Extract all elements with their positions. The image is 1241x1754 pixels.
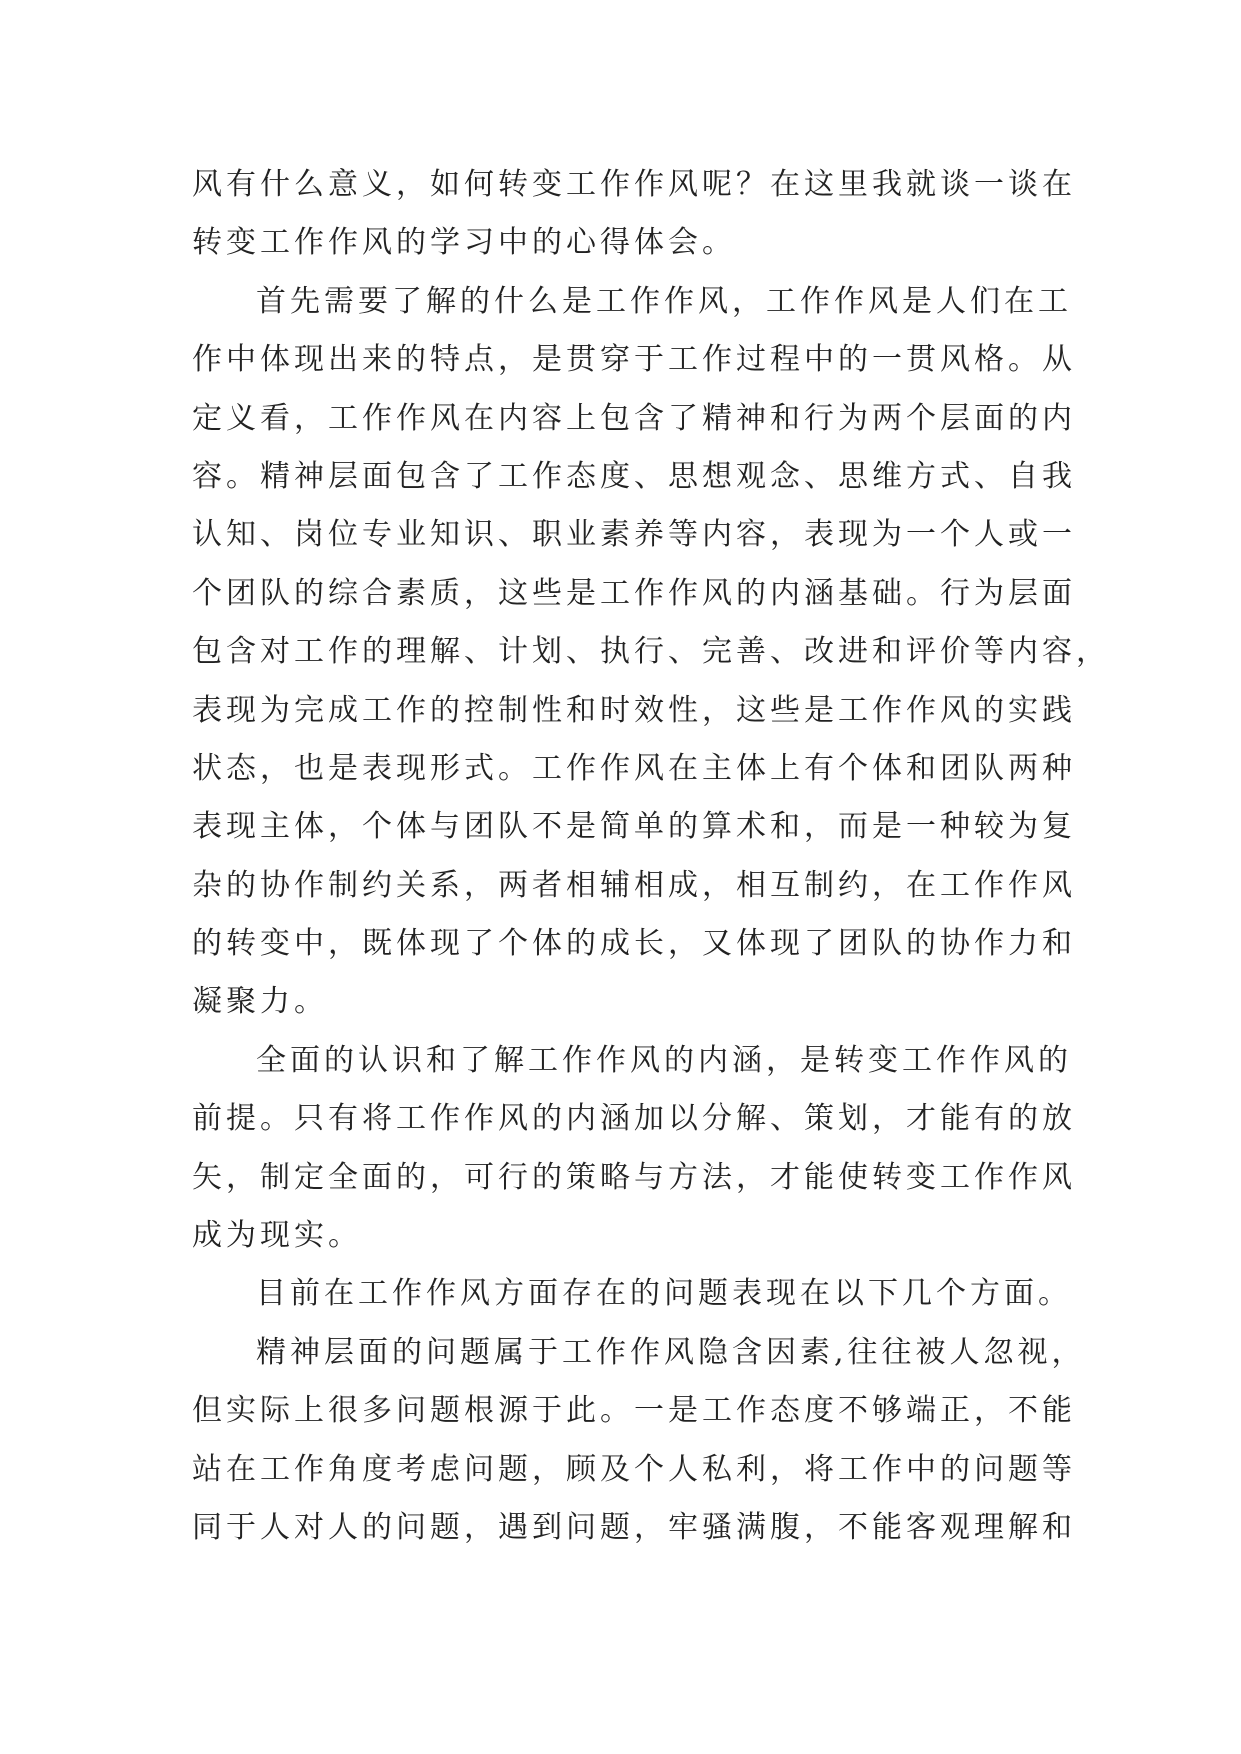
text-line: 的转变中，既体现了个体的成长，又体现了团队的协作力和 (192, 926, 1076, 962)
text-line: 转变工作作风的学习中的心得体会。 (192, 225, 736, 261)
text-line: 表现为完成工作的控制性和时效性，这些是工作作风的实践 (192, 692, 1076, 728)
text-line: 精神层面的问题属于工作作风隐含因素,往往被人忽视， (256, 1334, 1086, 1370)
text-line: 个团队的综合素质，这些是工作作风的内涵基础。行为层面 (192, 575, 1076, 611)
text-line: 同于人对人的问题，遇到问题，牢骚满腹，不能客观理解和 (192, 1509, 1076, 1545)
text-line: 容。精神层面包含了工作态度、思想观念、思维方式、自我 (192, 458, 1076, 494)
body-text (192, 156, 1110, 1557)
text-line: 前提。只有将工作作风的内涵加以分解、策划，才能有的放 (192, 1101, 1076, 1137)
text-line: 定义看，工作作风在内容上包含了精神和行为两个层面的内 (192, 400, 1076, 436)
text-line: 状态，也是表现形式。工作作风在主体上有个体和团队两种 (192, 750, 1076, 786)
text-line: 风有什么意义，如何转变工作作风呢？在这里我就谈一谈在 (192, 167, 1076, 202)
text-line: 矢，制定全面的，可行的策略与方法，才能使转变工作作风 (192, 1159, 1076, 1195)
text-line: 认知、岗位专业知识、职业素养等内容，表现为一个人或一 (192, 517, 1076, 553)
text-line: 但实际上很多问题根源于此。一是工作态度不够端正，不能 (192, 1393, 1076, 1429)
text-line: 全面的认识和了解工作作风的内涵，是转变工作作风的 (256, 1042, 1072, 1078)
text-line: 首先需要了解的什么是工作作风，工作作风是人们在工 (256, 283, 1072, 319)
text-line: 表现主体，个体与团队不是简单的算术和，而是一种较为复 (192, 809, 1076, 845)
text-line: 包含对工作的理解、计划、执行、完善、改进和评价等内容， (192, 634, 1110, 670)
text-line: 成为现实。 (192, 1218, 362, 1254)
text-line: 凝聚力。 (192, 984, 328, 1020)
text-line: 目前在工作作风方面存在的问题表现在以下几个方面。 (256, 1276, 1072, 1312)
text-line: 作中体现出来的特点，是贯穿于工作过程中的一贯风格。从 (192, 342, 1076, 378)
text-line: 杂的协作制约关系，两者相辅相成，相互制约，在工作作风 (192, 867, 1076, 903)
text-line: 站在工作角度考虑问题，顾及个人私利，将工作中的问题等 (192, 1451, 1076, 1487)
